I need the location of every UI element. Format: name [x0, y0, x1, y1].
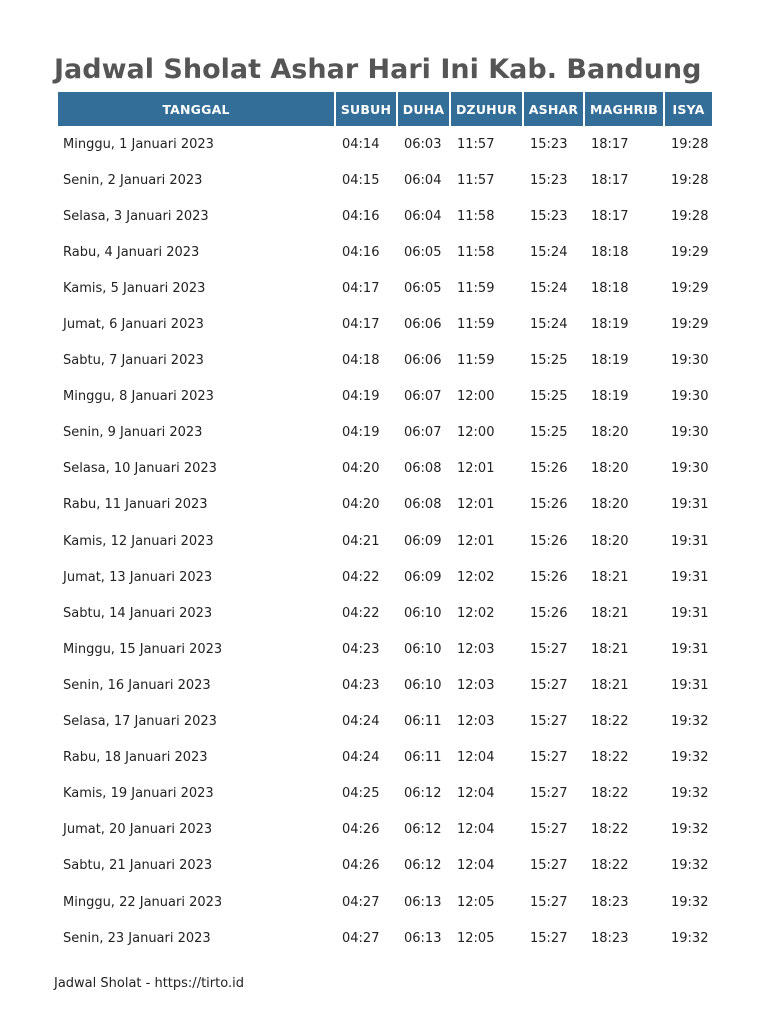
- subuh-cell: 04:24: [342, 750, 380, 766]
- isya-cell: 19:30: [671, 389, 709, 405]
- isya-cell: 19:32: [671, 750, 709, 766]
- column-header-isya: ISYA: [665, 92, 712, 126]
- table-row: [58, 559, 712, 595]
- subuh-cell: 04:15: [342, 172, 380, 188]
- duha-cell: 06:09: [404, 569, 442, 585]
- dzuhur-cell: 12:03: [457, 677, 495, 693]
- date-cell: Rabu, 18 Januari 2023: [63, 750, 208, 766]
- ashar-cell: 15:26: [530, 569, 568, 585]
- maghrib-cell: 18:18: [591, 280, 629, 296]
- subuh-cell: 04:22: [342, 569, 380, 585]
- maghrib-cell: 18:22: [591, 750, 629, 766]
- isya-cell: 19:31: [671, 677, 709, 693]
- date-cell: Sabtu, 14 Januari 2023: [63, 605, 213, 621]
- table-row: [58, 270, 712, 306]
- ashar-cell: 15:27: [530, 677, 568, 693]
- isya-cell: 19:32: [671, 930, 709, 946]
- subuh-cell: 04:16: [342, 208, 380, 224]
- subuh-cell: 04:23: [342, 677, 380, 693]
- prayer-schedule-table: [56, 92, 714, 956]
- isya-cell: 19:31: [671, 533, 709, 549]
- duha-cell: 06:06: [404, 353, 442, 369]
- subuh-cell: 04:17: [342, 317, 380, 333]
- ashar-cell: 15:27: [530, 858, 568, 874]
- subuh-cell: 04:23: [342, 641, 380, 657]
- ashar-cell: 15:27: [530, 930, 568, 946]
- subuh-cell: 04:25: [342, 786, 380, 802]
- dzuhur-cell: 12:01: [457, 461, 495, 477]
- duha-cell: 06:12: [404, 786, 442, 802]
- isya-cell: 19:29: [671, 244, 709, 260]
- isya-cell: 19:32: [671, 786, 709, 802]
- dzuhur-cell: 12:04: [457, 786, 495, 802]
- dzuhur-cell: 12:03: [457, 714, 495, 730]
- date-cell: Sabtu, 7 Januari 2023: [63, 353, 204, 369]
- dzuhur-cell: 12:03: [457, 641, 495, 657]
- dzuhur-cell: 11:58: [457, 208, 495, 224]
- ashar-cell: 15:26: [530, 461, 568, 477]
- footer-source: Jadwal Sholat - https://tirto.id: [54, 976, 244, 991]
- dzuhur-cell: 12:04: [457, 822, 495, 838]
- column-header-subuh: SUBUH: [336, 92, 396, 126]
- maghrib-cell: 18:22: [591, 786, 629, 802]
- date-cell: Minggu, 1 Januari 2023: [63, 136, 214, 152]
- ashar-cell: 15:27: [530, 750, 568, 766]
- table-row: [58, 451, 712, 487]
- date-cell: Senin, 16 Januari 2023: [63, 677, 211, 693]
- subuh-cell: 04:19: [342, 389, 380, 405]
- dzuhur-cell: 11:59: [457, 317, 495, 333]
- duha-cell: 06:11: [404, 750, 442, 766]
- maghrib-cell: 18:17: [591, 172, 629, 188]
- duha-cell: 06:12: [404, 822, 442, 838]
- table-header-row: [58, 92, 712, 126]
- duha-cell: 06:10: [404, 605, 442, 621]
- table-row: [58, 776, 712, 812]
- date-cell: Senin, 23 Januari 2023: [63, 930, 211, 946]
- ashar-cell: 15:27: [530, 822, 568, 838]
- isya-cell: 19:31: [671, 605, 709, 621]
- dzuhur-cell: 12:04: [457, 750, 495, 766]
- dzuhur-cell: 11:58: [457, 244, 495, 260]
- duha-cell: 06:07: [404, 389, 442, 405]
- duha-cell: 06:13: [404, 894, 442, 910]
- date-cell: Jumat, 6 Januari 2023: [63, 317, 204, 333]
- dzuhur-cell: 12:00: [457, 425, 495, 441]
- isya-cell: 19:32: [671, 894, 709, 910]
- maghrib-cell: 18:19: [591, 389, 629, 405]
- ashar-cell: 15:26: [530, 605, 568, 621]
- ashar-cell: 15:24: [530, 317, 568, 333]
- column-header-maghrib: MAGHRIB: [585, 92, 663, 126]
- table-row: [58, 920, 712, 956]
- duha-cell: 06:05: [404, 244, 442, 260]
- column-header-dzuhur: DZUHUR: [451, 92, 522, 126]
- duha-cell: 06:03: [404, 136, 442, 152]
- ashar-cell: 15:23: [530, 208, 568, 224]
- duha-cell: 06:11: [404, 714, 442, 730]
- maghrib-cell: 18:22: [591, 858, 629, 874]
- subuh-cell: 04:20: [342, 497, 380, 513]
- table-row: [58, 667, 712, 703]
- ashar-cell: 15:24: [530, 244, 568, 260]
- isya-cell: 19:29: [671, 317, 709, 333]
- table-row: [58, 162, 712, 198]
- duha-cell: 06:13: [404, 930, 442, 946]
- subuh-cell: 04:19: [342, 425, 380, 441]
- duha-cell: 06:04: [404, 208, 442, 224]
- table-row: [58, 198, 712, 234]
- table-row: [58, 848, 712, 884]
- maghrib-cell: 18:19: [591, 317, 629, 333]
- ashar-cell: 15:27: [530, 714, 568, 730]
- isya-cell: 19:32: [671, 714, 709, 730]
- date-cell: Minggu, 22 Januari 2023: [63, 894, 223, 910]
- table-row: [58, 704, 712, 740]
- isya-cell: 19:30: [671, 353, 709, 369]
- maghrib-cell: 18:22: [591, 822, 629, 838]
- isya-cell: 19:31: [671, 641, 709, 657]
- dzuhur-cell: 12:02: [457, 569, 495, 585]
- date-cell: Selasa, 3 Januari 2023: [63, 208, 209, 224]
- isya-cell: 19:29: [671, 280, 709, 296]
- maghrib-cell: 18:20: [591, 425, 629, 441]
- date-cell: Jumat, 13 Januari 2023: [63, 569, 213, 585]
- isya-cell: 19:30: [671, 425, 709, 441]
- subuh-cell: 04:17: [342, 280, 380, 296]
- table-row: [58, 523, 712, 559]
- table-row: [58, 415, 712, 451]
- maghrib-cell: 18:20: [591, 533, 629, 549]
- column-header-ashar: ASHAR: [524, 92, 583, 126]
- maghrib-cell: 18:17: [591, 136, 629, 152]
- subuh-cell: 04:21: [342, 533, 380, 549]
- ashar-cell: 15:27: [530, 894, 568, 910]
- maghrib-cell: 18:23: [591, 930, 629, 946]
- table-row: [58, 812, 712, 848]
- isya-cell: 19:28: [671, 172, 709, 188]
- table-row: [58, 234, 712, 270]
- dzuhur-cell: 12:00: [457, 389, 495, 405]
- isya-cell: 19:32: [671, 858, 709, 874]
- column-header-duha: DUHA: [398, 92, 449, 126]
- duha-cell: 06:12: [404, 858, 442, 874]
- duha-cell: 06:09: [404, 533, 442, 549]
- subuh-cell: 04:24: [342, 714, 380, 730]
- maghrib-cell: 18:19: [591, 353, 629, 369]
- date-cell: Rabu, 11 Januari 2023: [63, 497, 208, 513]
- table-row: [58, 884, 712, 920]
- ashar-cell: 15:26: [530, 533, 568, 549]
- page-title: Jadwal Sholat Ashar Hari Ini Kab. Bandung: [54, 54, 702, 85]
- maghrib-cell: 18:21: [591, 569, 629, 585]
- ashar-cell: 15:23: [530, 172, 568, 188]
- duha-cell: 06:08: [404, 461, 442, 477]
- maghrib-cell: 18:21: [591, 605, 629, 621]
- dzuhur-cell: 12:02: [457, 605, 495, 621]
- maghrib-cell: 18:21: [591, 641, 629, 657]
- isya-cell: 19:28: [671, 208, 709, 224]
- table-row: [58, 379, 712, 415]
- date-cell: Selasa, 10 Januari 2023: [63, 461, 217, 477]
- subuh-cell: 04:14: [342, 136, 380, 152]
- dzuhur-cell: 11:59: [457, 280, 495, 296]
- table-body: [58, 126, 712, 956]
- subuh-cell: 04:26: [342, 822, 380, 838]
- subuh-cell: 04:26: [342, 858, 380, 874]
- duha-cell: 06:10: [404, 641, 442, 657]
- ashar-cell: 15:25: [530, 425, 568, 441]
- ashar-cell: 15:25: [530, 389, 568, 405]
- maghrib-cell: 18:21: [591, 677, 629, 693]
- date-cell: Senin, 2 Januari 2023: [63, 172, 203, 188]
- maghrib-cell: 18:20: [591, 461, 629, 477]
- date-cell: Sabtu, 21 Januari 2023: [63, 858, 213, 874]
- duha-cell: 06:04: [404, 172, 442, 188]
- isya-cell: 19:30: [671, 461, 709, 477]
- ashar-cell: 15:23: [530, 136, 568, 152]
- isya-cell: 19:28: [671, 136, 709, 152]
- subuh-cell: 04:22: [342, 605, 380, 621]
- date-cell: Kamis, 12 Januari 2023: [63, 533, 214, 549]
- dzuhur-cell: 11:57: [457, 172, 495, 188]
- ashar-cell: 15:27: [530, 641, 568, 657]
- maghrib-cell: 18:22: [591, 714, 629, 730]
- column-header-tanggal: TANGGAL: [58, 92, 334, 126]
- subuh-cell: 04:16: [342, 244, 380, 260]
- subuh-cell: 04:27: [342, 894, 380, 910]
- duha-cell: 06:05: [404, 280, 442, 296]
- maghrib-cell: 18:20: [591, 497, 629, 513]
- table-row: [58, 595, 712, 631]
- dzuhur-cell: 11:57: [457, 136, 495, 152]
- ashar-cell: 15:25: [530, 353, 568, 369]
- isya-cell: 19:32: [671, 822, 709, 838]
- date-cell: Kamis, 5 Januari 2023: [63, 280, 206, 296]
- duha-cell: 06:06: [404, 317, 442, 333]
- duha-cell: 06:07: [404, 425, 442, 441]
- dzuhur-cell: 11:59: [457, 353, 495, 369]
- table-row: [58, 306, 712, 342]
- ashar-cell: 15:24: [530, 280, 568, 296]
- table-row: [58, 631, 712, 667]
- dzuhur-cell: 12:01: [457, 497, 495, 513]
- dzuhur-cell: 12:01: [457, 533, 495, 549]
- isya-cell: 19:31: [671, 497, 709, 513]
- date-cell: Selasa, 17 Januari 2023: [63, 714, 217, 730]
- table-row: [58, 126, 712, 162]
- date-cell: Jumat, 20 Januari 2023: [63, 822, 213, 838]
- maghrib-cell: 18:18: [591, 244, 629, 260]
- dzuhur-cell: 12:05: [457, 894, 495, 910]
- ashar-cell: 15:27: [530, 786, 568, 802]
- maghrib-cell: 18:17: [591, 208, 629, 224]
- date-cell: Minggu, 8 Januari 2023: [63, 389, 214, 405]
- maghrib-cell: 18:23: [591, 894, 629, 910]
- ashar-cell: 15:26: [530, 497, 568, 513]
- duha-cell: 06:10: [404, 677, 442, 693]
- date-cell: Senin, 9 Januari 2023: [63, 425, 203, 441]
- date-cell: Rabu, 4 Januari 2023: [63, 244, 200, 260]
- subuh-cell: 04:20: [342, 461, 380, 477]
- table-row: [58, 740, 712, 776]
- date-cell: Minggu, 15 Januari 2023: [63, 641, 223, 657]
- date-cell: Kamis, 19 Januari 2023: [63, 786, 214, 802]
- table-row: [58, 343, 712, 379]
- dzuhur-cell: 12:05: [457, 930, 495, 946]
- table-row: [58, 487, 712, 523]
- subuh-cell: 04:18: [342, 353, 380, 369]
- subuh-cell: 04:27: [342, 930, 380, 946]
- duha-cell: 06:08: [404, 497, 442, 513]
- isya-cell: 19:31: [671, 569, 709, 585]
- dzuhur-cell: 12:04: [457, 858, 495, 874]
